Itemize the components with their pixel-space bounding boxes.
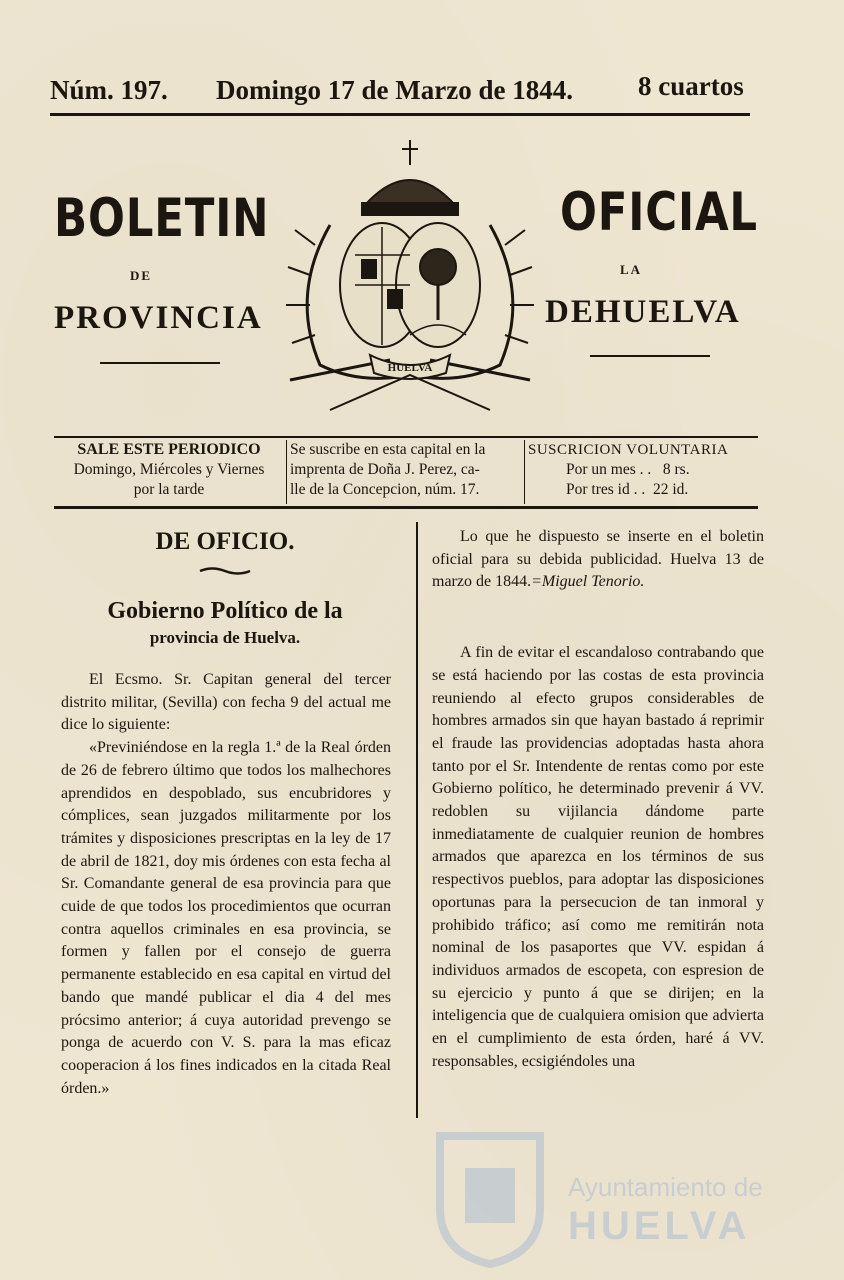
paragraph: «Previniéndose en la regla 1.ª de la Real órden de 26 de febrero último que todos los malhechores aprendidos en despoblado, sus encubridores y cómplices, sean juzgados militarmente por los trámites y disposiciones prescriptas en la ley de 17 de abril de 1821, doy mis órdenes con esta fecha al Sr. Comandante general de esa provincia para que cuide de que todos los procedimientos que ocurran contra aquellos criminales en esa provincia, se formen y fallen por el consejo de guerra permanente establecido en esa capital en virtud del bando que mandé publicar el dia 4 del mes prócsimo anterior; á cuya autoridad prevengo se ponga de acuerdo con V. S. para la mas eficaz cooperacion á los fines indicados en la citada Real órden.»	[61, 739, 391, 1097]
title-oficial: OFICIAL	[560, 182, 758, 243]
right-title-rule	[590, 355, 710, 357]
info-line: lle de la Concepcion, núm. 17.	[290, 481, 480, 498]
issue-price: 8 cuartos	[638, 71, 744, 101]
article-heading: Gobierno Político de la	[107, 598, 343, 624]
info-subscription-place	[290, 440, 522, 508]
coat-of-arms-icon	[270, 135, 550, 425]
info-line: imprenta de Doña J. Perez, ca-	[290, 461, 480, 478]
issue-number: Núm. 197.	[50, 75, 168, 105]
info-line: Por tres id . . 22 id.	[566, 481, 689, 498]
info-publication-days	[54, 440, 284, 508]
title-provincia: PROVINCIA	[54, 300, 263, 336]
title-de: DE	[130, 268, 153, 283]
info-line: Domingo, Miércoles y Viernes	[73, 461, 265, 478]
paragraph: El Ecsmo. Sr. Capitan general del tercer distrito militar, (Sevilla) con fecha 9 del actual me dice lo siguiente:	[61, 671, 391, 734]
info-divider-1	[286, 440, 287, 504]
column-divider	[416, 522, 418, 1118]
title-la: LA	[620, 262, 643, 277]
section-title: DE OFICIO.	[155, 528, 295, 555]
huelva-shield-icon	[430, 1128, 550, 1268]
watermark-line2: HUELVA	[568, 1204, 751, 1248]
info-line: por la tarde	[133, 481, 205, 498]
title-boletin: BOLETIN	[54, 188, 270, 249]
info-top-rule	[54, 436, 758, 438]
paragraph-text: Lo que he dispuesto se inserte en el boletin oficial para su debida publicidad. Huelva 13 de marzo de 1844.	[432, 528, 764, 591]
crest-ribbon-text: HUELVA	[387, 362, 433, 374]
paragraph: A fin de evitar el escandaloso contrabando que se está haciendo por las costas de esta provincia reuniendo al efecto grupos considerables de hombres armados sin que hayan bastado á reprimir el fraude las providencias adoptadas hasta ahora tanto por el Sr. Intendente de rentas como por este Gobierno político, he determinado prevenir á VV. redoblen su vijilancia dándome parte inmediatamente de cualquier reunion de hombres armados que aparezca en los términos de sus respectivos pueblos, para adoptar las disposiciones oportunas para la persecucion de tan inmoral y prohibido tráfico; así como me remitirán nota nominal de los pasaportes que VV. espidan á individuos armados de escopeta, con espresion de su ejercicio y punto á que se dirijen; en la inteligencia que de cualquiera omision que advierta en el cumplimiento de esta órden, haré á VV. responsables, ecsigiéndoles una	[432, 644, 764, 1070]
info-line: Por un mes . . 8 rs.	[566, 461, 690, 478]
watermark	[430, 1128, 770, 1268]
ornament-icon	[198, 566, 252, 576]
issue-date: Domingo 17 de Marzo de 1844.	[216, 75, 573, 105]
paragraph	[432, 526, 764, 594]
left-column-text	[61, 669, 391, 1100]
left-title-rule	[100, 362, 220, 364]
spacer	[432, 594, 764, 642]
watermark-line1: Ayuntamiento de	[568, 1172, 763, 1202]
masthead-rule	[50, 113, 750, 116]
title-de-huelva: DEHUELVA	[545, 294, 741, 330]
article-subheading: provincia de Huelva.	[149, 628, 301, 647]
info-subscription-price	[528, 440, 760, 508]
info-divider-2	[524, 440, 525, 504]
right-column-text	[432, 526, 764, 1073]
info-line: SALE ESTE PERIODICO	[77, 441, 261, 458]
signature: =Miguel Tenorio.	[531, 573, 645, 591]
info-line: SUSCRICION VOLUNTARIA	[528, 442, 729, 458]
info-line: Se suscribe en esta capital en la	[290, 441, 486, 458]
